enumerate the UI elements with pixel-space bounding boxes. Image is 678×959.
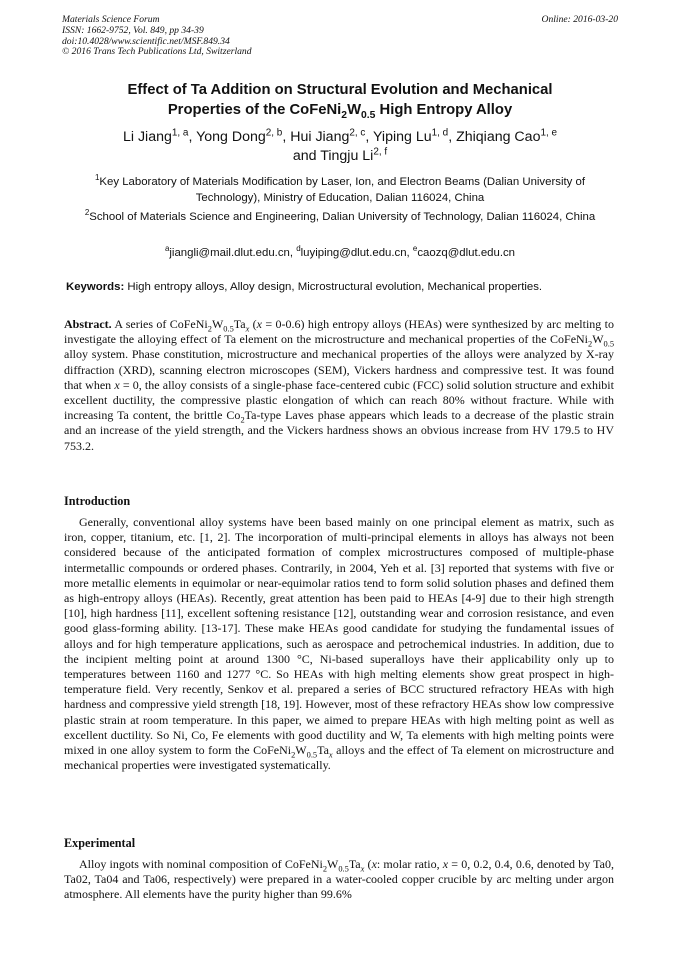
authors-line-2: and Tingju Li$^{2, f}$	[292, 146, 388, 164]
abstract: Abstract. A series of $CoFeNi_2W_{0.5}Ta_x$ (x = 0-0.6) high entropy alloys (HEAs) were synthesized by arc melting to investigate the alloying effect of Ta element on the microstructure and mechanical properties of the $CoFeNi_2W_{0.5}$ alloy system. Phase constitution, microstructure and mechanical properties of the alloys were analyzed by X-ray diffraction (XRD), scanning electron microscopes (SEM), Vickers hardness and compressive test. It was found that when x = 0, the alloy consists of a single-phase face-centered cubic (FCC) solid solution structure and exhibit excellent ductility, the compressive plastic elongation of which can reach 80% without fracture. While with increasing Ta content, the brittle $Co_2Ta$-type Laves phase appears which leads to a decrease of the plastic strain and an increase of the yield strength, and the Vickers hardness shows an obvious increase from HV 179.5 to HV 753.2.	[64, 317, 614, 453]
copyright: © 2016 Trans Tech Publications Ltd, Switzerland	[62, 46, 252, 58]
keywords-label: Keywords:	[66, 281, 125, 293]
title-line-1: Effect of Ta Addition on Structural Evolution and Mechanical	[127, 82, 553, 98]
online-date: Online: 2016-03-20	[541, 14, 618, 25]
journal-name: Materials Science Forum	[62, 14, 160, 25]
authors-line-1: Li Jiang$^{1, a}$, Yong Dong$^{2, b}$, Hui Jiang$^{2, c}$, Yiping Lu$^{1, d}$, Zhiqiang Cao$^{1, e}$	[122, 127, 558, 145]
keywords	[66, 280, 618, 295]
keywords-text: High entropy alloys, Alloy design, Microstructural evolution, Mechanical properties.	[124, 281, 543, 293]
paper-title	[62, 80, 618, 120]
author-emails: $^a$jiangli@mail.dlut.edu.cn, $^d$luyiping@dlut.edu.cn, $^e$caozq@dlut.edu.cn	[164, 244, 516, 259]
issn: ISSN: 1662-9752, Vol. 849, pp 34-39	[62, 24, 204, 36]
experimental-heading: Experimental	[64, 836, 136, 850]
title-line-2: Properties of the $CoFeNi_2W_{0.5}$ High Entropy Alloy	[167, 102, 513, 121]
introduction-paragraph: Generally, conventional alloy systems have been based mainly on one principal element as matrix, such as iron, copper, titanium, etc. [1, 2]. The incorporation of multi-principal elements in alloys has always not been considered because of the anticipated formation of complex microstructures composed of multiple-phase intermetallic compounds or ordered phases. Contrarily, in 2004, Yeh et al. [3] reported that systems with five or more metallic elements in equimolar or near-equimolar ratios tend to form solid solution phases and defined them as high-entropy alloys (HEAs). Recently, great attention has been paid to HEAs [4-9] due to their high strength [10], high hardness [11], excellent softening resistance [12], outstanding wear and corrosion resistance, and even good glass-forming ability. [13-17]. These make HEAs good candidate for studying the fundamental issues of alloys and for high temperature applications, such as aerospace and petrochemical industries. In addition, due to the incipient melting point at around 1300 °C, Ni-based superalloys have their applicability only up to temperatures between 1160 and 1277 °C. So HEAs with high melting elements show great prospect in high-temperature field. Very recently, Senkov et al. prepared a series of BCC structured refractory HEAs with high hardness and compressive yield strength [18, 19]. However, most of these refractory HEAs show low compressive plastic strain at room temperature. In this paper, we aimed to prepare HEAs with high melting point as well as excellent ductility. So Ni, Co, Fe elements with good ductility and W, Ta elements with high melting points were mixed in one alloy system to form the $CoFeNi_2W_{0.5}Ta_x$ alloys and the effect of Ta element on microstructure and mechanical properties were investigated systematically.	[64, 515, 614, 773]
affiliation-2: $^2$School of Materials Science and Engineering, Dalian University of Technology, Dalian 116024, China	[84, 208, 596, 223]
abstract-label: Abstract.	[64, 317, 112, 331]
affiliation-1: $^1$Key Laboratory of Materials Modification by Laser, Ion, and Electron Beams (Dalian University of Technology), Ministry of Education, Dalian 116024, China	[94, 173, 586, 204]
experimental-paragraph: Alloy ingots with nominal composition of $CoFeNi_2W_{0.5}Ta_x$ (x: molar ratio, x = 0, 0.2, 0.4, 0.6, denoted by Ta0, Ta02, Ta04 and Ta06, respectively) were prepared in a water-cooled copper crucible by arc melting under argon atmosphere. All elements have the purity higher than 99.6%	[64, 857, 614, 902]
journal-header	[62, 15, 618, 58]
introduction-heading: Introduction	[64, 494, 131, 508]
doi: doi:10.4028/www.scientific.net/MSF.849.34	[62, 35, 230, 47]
author-list	[62, 128, 618, 166]
